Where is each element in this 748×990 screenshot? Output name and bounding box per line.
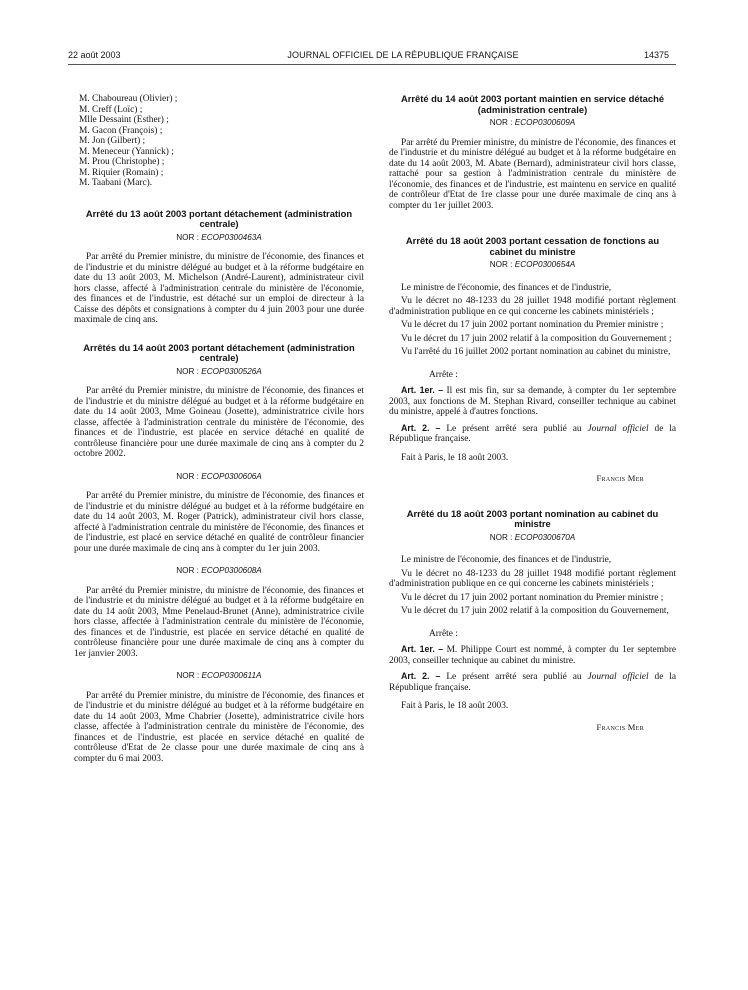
visa-line: Vu le décret du 17 juin 2002 portant nomination du Premier ministre ;: [401, 320, 664, 330]
list-item: M. Prou (Christophe) ;: [79, 157, 165, 167]
nor-reference: [74, 566, 364, 577]
article-2: [389, 671, 676, 693]
list-item: M. Creff (Loïc) ;: [79, 104, 143, 115]
nor-code: ECOP0300609A: [514, 118, 576, 127]
journal-officiel-text: Journal officiel: [587, 423, 649, 434]
nor-code: ECOP0300463A: [201, 232, 262, 242]
signed-at: Fait à Paris, le 18 août 2003.: [401, 701, 509, 711]
visa-line: Vu le décret du 17 juin 2002 portant nomination du Premier ministre ;: [401, 592, 664, 603]
decree-title: Arrêté du 13 août 2003 portant détachement (administration centrale): [85, 207, 353, 229]
name-list: [79, 94, 364, 189]
article-label: Art. 2. –: [401, 671, 441, 681]
article-text: Le présent arrêté sera publié au: [446, 423, 582, 434]
nor-code: ECOP0300608A: [201, 566, 262, 575]
visa-line: Vu le décret du 17 juin 2002 relatif à la composition du Gouvernement ;: [401, 333, 672, 344]
arrete-heading: Arrête :: [429, 369, 458, 380]
decree-title: Arrêté du 14 août 2003 portant maintien en service détaché (administration centrale): [400, 93, 665, 115]
nor-code: ECOP0300606A: [201, 471, 262, 481]
article-text: M. Philippe Court est nommé, à compter du 1er septembre 2003, conseiller technique au cabinet du ministre.: [389, 645, 676, 666]
decree-body: Par arrêté du Premier ministre, du ministre de l'économie, des finances et de l'industrie et du ministre délégué au budget et à la réforme budgétaire en date du 14 août 2003, Mme Goineau (Josette), administratrice civile hors classe, affectée à l'administration centrale du ministère de l'économie, des finances et de l'industrie, est placée en service détaché en qualité de contrôleuse financière pour une durée maximale de cinq ans à compter du 2 octobre 2002.: [74, 386, 364, 459]
list-item: M. Jon (Gilbert) ;: [79, 136, 146, 146]
list-item: M. Gacon (François) ;: [79, 125, 163, 136]
nor-label: NOR :: [176, 366, 199, 376]
article-label: Art. 1er. –: [401, 644, 444, 654]
article-text: Il est mis fin, sur sa demande, à compter du 1er septembre 2003, aux fonctions de M. Stephan Rivard, conseiller technique au cabinet du ministre, appelé à d'autres fonctions.: [389, 386, 676, 417]
nor-reference: [74, 472, 364, 483]
nor-reference: [74, 233, 364, 244]
article-1: [389, 644, 676, 666]
nor-reference: [74, 671, 364, 682]
decree-body: Par arrêté du Premier ministre, du ministre de l'économie, des finances et de l'industrie et du ministre délégué au budget et à la réforme budgétaire en date du 14 août 2003, M. Abate (Bernard), administrateur civil hors classe, rattaché pour sa gestion à l'administration centrale du ministère de l'économie, des finances et de l'industrie, est maintenu en service en qualité de contrôleur d'Etat de 1re classe pour une durée maximale de cinq ans à compter du 1er juillet 2003.: [389, 137, 676, 211]
arrete-heading: Arrête :: [429, 628, 458, 639]
nor-reference: [389, 260, 676, 271]
right-column: [389, 94, 676, 732]
nor-label: NOR :: [176, 232, 199, 242]
article-text: de la République française.: [389, 672, 677, 693]
nor-label: NOR :: [176, 471, 199, 481]
visa-line: Vu le décret no 48-1233 du 28 juillet 1948 modifié portant règlement d'administration publique en ce qui concerne les cabinets ministériels ;: [389, 568, 676, 589]
nor-label: NOR :: [489, 532, 513, 542]
nor-code: ECOP0300654A: [514, 260, 576, 269]
article-text: Le présent arrêté sera publié au: [446, 672, 582, 682]
article-label: Art. 1er. –: [401, 385, 444, 395]
journal-officiel-text: Journal officiel: [587, 672, 649, 682]
nor-code: ECOP0300611A: [201, 671, 262, 680]
visa-line: Vu le décret no 48-1233 du 28 juillet 1948 modifié portant règlement d'administration publique en ce qui concerne les cabinets ministériels ;: [389, 296, 676, 317]
list-item: M. Riquier (Romain) ;: [79, 167, 164, 178]
decree-body: Par arrêté du Premier ministre, du ministre de l'économie, des finances et de l'industrie et du ministre délégué au budget et à la réforme budgétaire en date du 13 août 2003, M. Michelson (André-Laurent), administrateur civil hors classe, affecté à l'administration centrale du ministère de l'économie, des finances et de l'industrie, est détaché sur un emploi de directeur à la Caisse des dépôts et consignations à compter du 4 juin 2003 pour une durée maximale de cinq ans.: [74, 252, 364, 325]
article-1: [389, 385, 676, 418]
list-item: M. Taabani (Marc).: [79, 178, 153, 188]
decree-title: Arrêté du 18 août 2003 portant nomination au cabinet du ministre: [406, 507, 659, 529]
visa-line: Vu l'arrêté du 16 juillet 2002 portant nomination au cabinet du ministre,: [401, 347, 671, 357]
header-page-number: 14375: [644, 50, 670, 60]
article-2: [389, 423, 676, 445]
nor-label: NOR :: [176, 671, 200, 680]
list-item: Mlle Dessaint (Esther) ;: [79, 115, 169, 125]
decree-body: Par arrêté du Premier ministre, du ministre de l'économie, des finances et de l'industrie et du ministre délégué au budget et à la réforme budgétaire en date du 14 août 2003, Mme Penelaud-Brunet (Anne), administratrice civile hors classe, affectée à l'administration centrale du ministère de l'économie, des finances et de l'industrie, est placée en service détaché en qualité de contrôleuse financière pour une durée maximale de cinq ans à compter du 1er janvier 2003.: [74, 585, 364, 659]
nor-reference: [389, 533, 676, 544]
list-item: M. Chaboureau (Olivier) ;: [79, 94, 178, 104]
visa-line: Vu le décret du 17 juin 2002 relatif à la composition du Gouvernement,: [401, 606, 669, 616]
left-column: [74, 94, 364, 764]
decree-title: Arrêtés du 14 août 2003 portant détachement (administration centrale): [83, 341, 355, 363]
nor-label: NOR :: [489, 260, 513, 269]
nor-code: ECOP0300526A: [201, 366, 262, 376]
nor-reference: [74, 367, 364, 378]
nor-code: ECOP0300670A: [514, 532, 576, 542]
signature: Francis Mer: [596, 721, 644, 732]
header-journal-title: JOURNAL OFFICIEL DE LA RÉPUBLIQUE FRANÇAISE: [287, 50, 519, 60]
signed-at: Fait à Paris, le 18 août 2003.: [401, 452, 509, 463]
header-date: 22 août 2003: [68, 50, 121, 60]
decree-intro: Le ministre de l'économie, des finances et de l'industrie,: [401, 282, 612, 293]
header-rule: [68, 64, 676, 65]
list-item: M. Meneceur (Yannick) ;: [79, 146, 174, 157]
decree-body: Par arrêté du Premier ministre, du ministre de l'économie, des finances et de l'industrie et du ministre délégué au budget et à la réforme budgétaire en date du 14 août 2003, M. Roger (Patrick), administrateur civil hors classe, affecté à l'administration centrale du ministère de l'économie, des finances et de l'industrie, est placé en service détaché en qualité de contrôleur financier pour une durée maximale de cinq ans à compter du 1er juin 2003.: [74, 491, 364, 554]
article-label: Art. 2. –: [401, 422, 441, 433]
decree-title: Arrêté du 18 août 2003 portant cessation de fonctions au cabinet du ministre: [405, 235, 660, 257]
nor-label: NOR :: [176, 566, 199, 575]
signature: Francis Mer: [596, 473, 644, 483]
nor-label: NOR :: [489, 118, 513, 127]
nor-reference: [389, 118, 676, 129]
article-text: de la République française.: [389, 423, 677, 444]
decree-body: Par arrêté du Premier ministre, du ministre de l'économie, des finances et de l'industrie et du ministre délégué au budget et à la réforme budgétaire en date du 14 août 2003, Mme Chabrier (Josette), administratrice civile hors classe, affectée à l'administration centrale du ministère de l'économie, des finances et de l'industrie, est placée en service détaché en qualité de contrôleuse d'Etat de 2e classe pour une durée maximale de cinq ans à compter du 6 mai 2003.: [74, 690, 364, 764]
decree-intro: Le ministre de l'économie, des finances et de l'industrie,: [401, 555, 612, 565]
